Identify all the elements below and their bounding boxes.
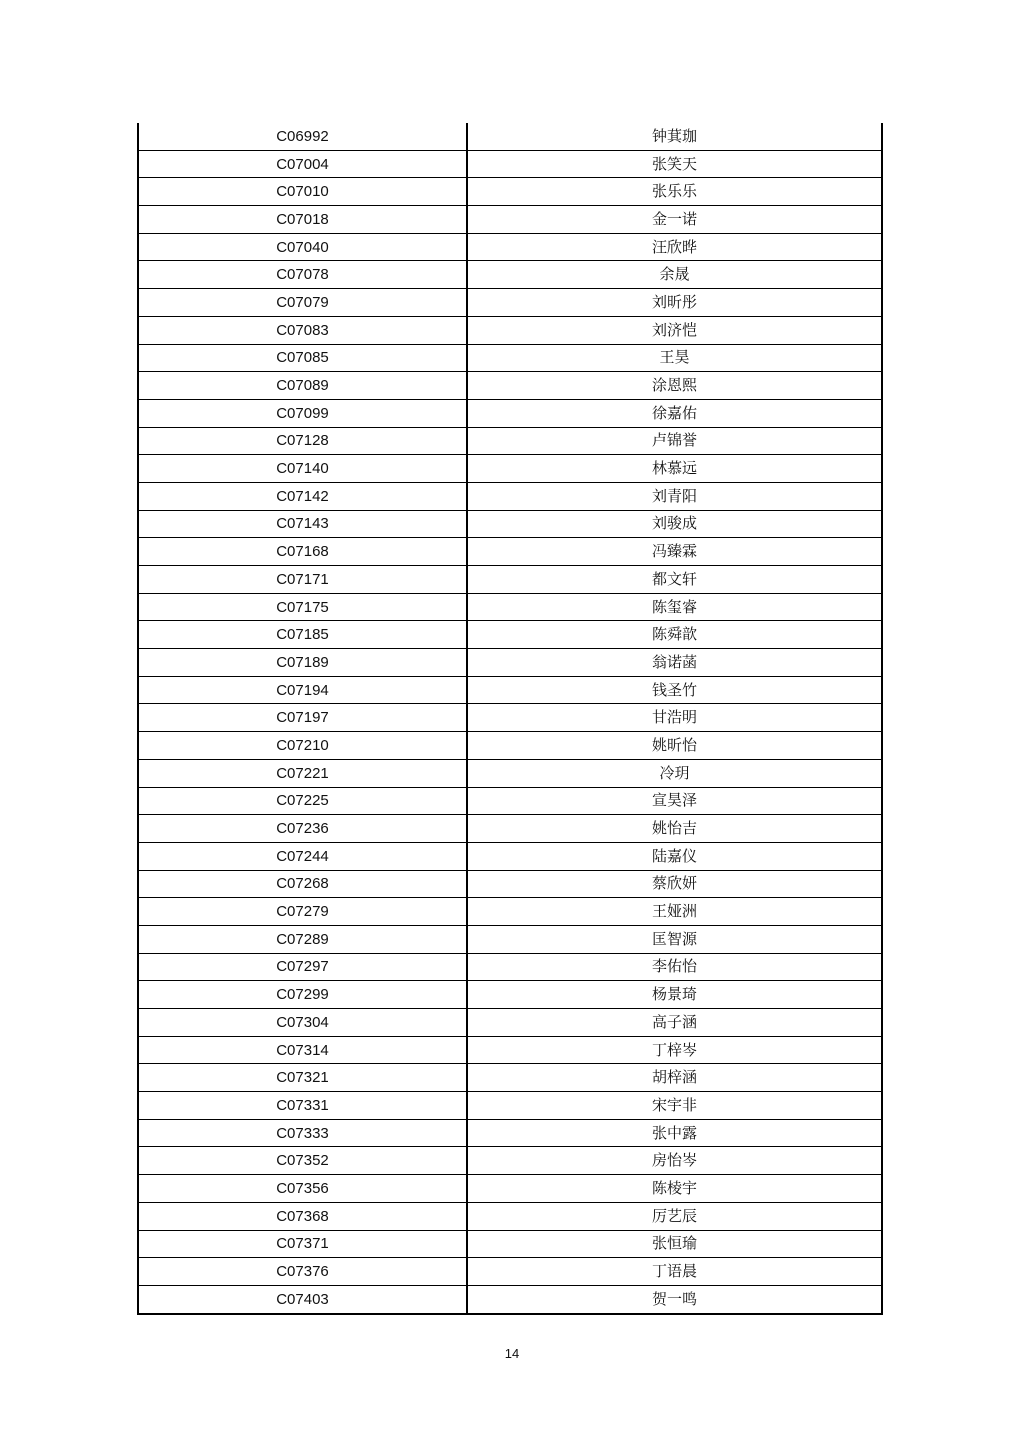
student-name-cell: 贺一鸣 (467, 1285, 882, 1313)
student-id-cell: C07185 (138, 621, 467, 649)
student-id-cell: C07175 (138, 593, 467, 621)
student-id-cell: C07289 (138, 925, 467, 953)
student-name-cell: 甘浩明 (467, 704, 882, 732)
student-name-cell: 都文轩 (467, 566, 882, 594)
student-id-cell: C07089 (138, 372, 467, 400)
student-name-cell: 钱圣竹 (467, 676, 882, 704)
student-id-cell: C07143 (138, 510, 467, 538)
student-name-cell: 冯臻霖 (467, 538, 882, 566)
student-name-cell: 陈玺睿 (467, 593, 882, 621)
student-name-cell: 陈棱宇 (467, 1175, 882, 1203)
table-row (138, 316, 882, 344)
table-row (138, 842, 882, 870)
student-name-cell: 厉艺辰 (467, 1202, 882, 1230)
student-name-cell: 李佑怡 (467, 953, 882, 981)
student-name-cell: 张乐乐 (467, 178, 882, 206)
student-id-cell: C07321 (138, 1064, 467, 1092)
student-name-cell: 匡智源 (467, 925, 882, 953)
table-row (138, 593, 882, 621)
table-row (138, 566, 882, 594)
table-row (138, 289, 882, 317)
student-id-cell: C07004 (138, 150, 467, 178)
table-row (138, 1064, 882, 1092)
student-name-cell: 张中露 (467, 1119, 882, 1147)
student-id-cell: C07010 (138, 178, 467, 206)
table-row (138, 1285, 882, 1313)
table-row (138, 1092, 882, 1120)
table-row (138, 1036, 882, 1064)
student-name-cell: 宋宇非 (467, 1092, 882, 1120)
student-id-cell: C07299 (138, 981, 467, 1009)
student-name-cell: 冷玥 (467, 759, 882, 787)
student-id-cell: C07171 (138, 566, 467, 594)
table-row (138, 925, 882, 953)
table-row (138, 399, 882, 427)
student-name-cell: 姚怡吉 (467, 815, 882, 843)
student-id-cell: C07403 (138, 1285, 467, 1313)
student-name-cell: 金一诺 (467, 206, 882, 234)
student-name-cell: 王昊 (467, 344, 882, 372)
student-name-cell: 蔡欣妍 (467, 870, 882, 898)
table-row (138, 123, 882, 150)
student-id-cell: C07079 (138, 289, 467, 317)
table-row (138, 538, 882, 566)
student-id-cell: C07244 (138, 842, 467, 870)
student-name-cell: 翁诺菡 (467, 649, 882, 677)
student-name-cell: 汪欣晔 (467, 233, 882, 261)
student-id-cell: C07331 (138, 1092, 467, 1120)
table-row (138, 704, 882, 732)
student-id-cell: C07333 (138, 1119, 467, 1147)
table-row (138, 1009, 882, 1037)
student-id-cell: C07304 (138, 1009, 467, 1037)
table-row (138, 1175, 882, 1203)
student-id-cell: C07085 (138, 344, 467, 372)
student-id-cell: C07142 (138, 482, 467, 510)
table-row (138, 482, 882, 510)
student-name-cell: 丁梓岑 (467, 1036, 882, 1064)
student-id-cell: C07210 (138, 732, 467, 760)
table-row (138, 1119, 882, 1147)
student-id-cell: C07078 (138, 261, 467, 289)
table-row (138, 981, 882, 1009)
student-id-cell: C07356 (138, 1175, 467, 1203)
student-id-cell: C07221 (138, 759, 467, 787)
student-name-cell: 徐嘉佑 (467, 399, 882, 427)
student-id-cell: C07368 (138, 1202, 467, 1230)
student-id-cell: C07297 (138, 953, 467, 981)
student-name-cell: 杨景琦 (467, 981, 882, 1009)
student-id-cell: C07040 (138, 233, 467, 261)
roster-table-body (138, 123, 882, 1314)
student-id-cell: C07128 (138, 427, 467, 455)
table-row (138, 344, 882, 372)
student-id-cell: C07236 (138, 815, 467, 843)
student-name-cell: 姚昕怡 (467, 732, 882, 760)
student-id-cell: C07279 (138, 898, 467, 926)
student-name-cell: 王娅洲 (467, 898, 882, 926)
page-number: 14 (504, 1346, 520, 1361)
table-row (138, 621, 882, 649)
student-name-cell: 丁语晨 (467, 1258, 882, 1286)
student-id-cell: C07083 (138, 316, 467, 344)
roster-table (137, 123, 883, 1315)
table-row (138, 732, 882, 760)
student-id-cell: C07371 (138, 1230, 467, 1258)
student-name-cell: 刘青阳 (467, 482, 882, 510)
student-id-cell: C07168 (138, 538, 467, 566)
student-name-cell: 陈舜歆 (467, 621, 882, 649)
student-id-cell: C07314 (138, 1036, 467, 1064)
student-name-cell: 张笑天 (467, 150, 882, 178)
student-name-cell: 钟萁珈 (467, 123, 882, 150)
table-row (138, 787, 882, 815)
student-name-cell: 刘骏成 (467, 510, 882, 538)
table-row (138, 898, 882, 926)
student-name-cell: 林慕远 (467, 455, 882, 483)
student-id-cell: C07018 (138, 206, 467, 234)
table-row (138, 178, 882, 206)
student-id-cell: C07140 (138, 455, 467, 483)
student-name-cell: 刘济恺 (467, 316, 882, 344)
table-row (138, 510, 882, 538)
student-name-cell: 高子涵 (467, 1009, 882, 1037)
student-name-cell: 余晟 (467, 261, 882, 289)
student-name-cell: 胡梓涵 (467, 1064, 882, 1092)
student-id-cell: C07099 (138, 399, 467, 427)
student-name-cell: 涂恩熙 (467, 372, 882, 400)
table-row (138, 455, 882, 483)
table-row (138, 233, 882, 261)
student-name-cell: 张恒瑜 (467, 1230, 882, 1258)
table-row (138, 427, 882, 455)
student-id-cell: C07376 (138, 1258, 467, 1286)
student-id-cell: C07189 (138, 649, 467, 677)
student-name-cell: 陆嘉仪 (467, 842, 882, 870)
table-row (138, 815, 882, 843)
table-row (138, 676, 882, 704)
table-row (138, 870, 882, 898)
student-name-cell: 宣昊泽 (467, 787, 882, 815)
student-id-cell: C07268 (138, 870, 467, 898)
student-id-cell: C07352 (138, 1147, 467, 1175)
student-id-cell: C06992 (138, 123, 467, 150)
table-row (138, 372, 882, 400)
student-name-cell: 卢锦誉 (467, 427, 882, 455)
student-name-cell: 房怡岑 (467, 1147, 882, 1175)
table-row (138, 1258, 882, 1286)
table-row (138, 1202, 882, 1230)
table-row (138, 953, 882, 981)
table-row (138, 759, 882, 787)
table-row (138, 206, 882, 234)
table-row (138, 649, 882, 677)
student-id-cell: C07194 (138, 676, 467, 704)
student-name-cell: 刘昕彤 (467, 289, 882, 317)
table-row (138, 1147, 882, 1175)
student-id-cell: C07197 (138, 704, 467, 732)
table-row (138, 1230, 882, 1258)
table-row (138, 261, 882, 289)
student-id-cell: C07225 (138, 787, 467, 815)
table-row (138, 150, 882, 178)
